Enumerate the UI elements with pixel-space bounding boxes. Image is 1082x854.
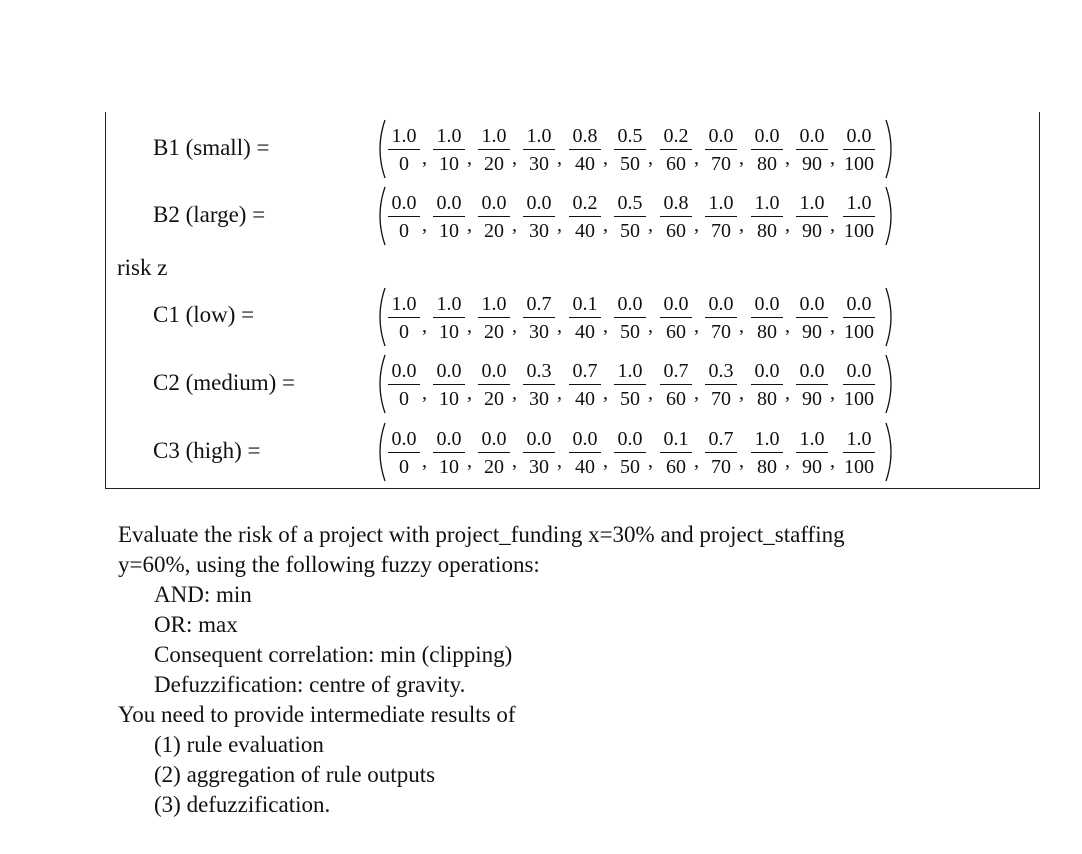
fraction-bar (614, 149, 646, 150)
fraction-bar (433, 317, 465, 318)
membership-value: 0.8 (663, 192, 689, 214)
universe-value: 10 (439, 456, 459, 478)
separator-comma: , (467, 315, 472, 337)
membership-value: 0.7 (663, 360, 689, 382)
membership-value: 0.0 (617, 428, 643, 450)
separator-comma: , (694, 450, 699, 472)
separator-comma: , (648, 382, 653, 404)
separator-comma: , (557, 382, 562, 404)
separator-comma: , (785, 147, 790, 169)
fraction-bar (796, 216, 828, 217)
fraction-bar (843, 452, 875, 453)
membership-value: 1.0 (481, 125, 507, 147)
op-or: OR: max (154, 612, 238, 637)
membership-value: 0.0 (846, 125, 872, 147)
fraction-bar (478, 149, 510, 150)
membership-value: 1.0 (526, 125, 552, 147)
fuzzy-set-label: B2 (large) = (153, 202, 266, 227)
op-defuzzification: Defuzzification: centre of gravity. (154, 672, 466, 697)
universe-value: 30 (529, 220, 549, 242)
fraction-bar (796, 149, 828, 150)
separator-comma: , (603, 147, 608, 169)
membership-value: 0.0 (481, 360, 507, 382)
membership-value: 0.0 (708, 125, 734, 147)
membership-value: 0.0 (846, 360, 872, 382)
fraction-bar (569, 216, 601, 217)
fraction-bar (796, 452, 828, 453)
separator-comma: , (739, 147, 744, 169)
universe-value: 80 (757, 220, 777, 242)
fuzzy-set-label: B1 (small) = (153, 135, 270, 160)
universe-value: 0 (399, 153, 409, 175)
universe-value: 60 (666, 388, 686, 410)
separator-comma: , (512, 315, 517, 337)
op-correlation: Consequent correlation: min (clipping) (154, 642, 513, 667)
fraction-bar (660, 149, 692, 150)
membership-value: 1.0 (617, 360, 643, 382)
fraction-bar (705, 452, 737, 453)
membership-value: 1.0 (436, 293, 462, 315)
separator-comma: , (422, 214, 427, 236)
separator-comma: , (739, 450, 744, 472)
universe-value: 30 (529, 388, 549, 410)
universe-value: 0 (399, 220, 409, 242)
membership-value: 1.0 (799, 192, 825, 214)
fuzzy-set-matrix (373, 421, 898, 483)
universe-value: 20 (484, 321, 504, 343)
membership-value: 1.0 (846, 428, 872, 450)
fraction-bar (660, 317, 692, 318)
universe-value: 10 (439, 321, 459, 343)
universe-value: 20 (484, 220, 504, 242)
separator-comma: , (603, 214, 608, 236)
universe-value: 60 (666, 153, 686, 175)
membership-value: 0.0 (481, 428, 507, 450)
fraction-bar (843, 149, 875, 150)
separator-comma: , (467, 214, 472, 236)
fraction-bar (388, 317, 420, 318)
right-paren (884, 286, 898, 348)
universe-value: 50 (620, 321, 640, 343)
separator-comma: , (512, 382, 517, 404)
universe-value: 50 (620, 456, 640, 478)
fraction-bar (433, 149, 465, 150)
fraction-bar (705, 384, 737, 385)
fuzzy-set-label: C1 (low) = (153, 302, 255, 327)
membership-value: 0.0 (436, 360, 462, 382)
universe-value: 20 (484, 388, 504, 410)
universe-value: 30 (529, 153, 549, 175)
step-3: (3) defuzzification. (154, 792, 331, 817)
separator-comma: , (467, 382, 472, 404)
intermediate-intro: You need to provide intermediate results of (118, 702, 516, 727)
fraction-bar (478, 452, 510, 453)
universe-value: 60 (666, 321, 686, 343)
membership-value: 0.0 (572, 428, 598, 450)
membership-value: 0.1 (572, 293, 598, 315)
universe-value: 70 (711, 388, 731, 410)
universe-value: 40 (575, 456, 595, 478)
separator-comma: , (694, 382, 699, 404)
separator-comma: , (557, 450, 562, 472)
membership-value: 0.0 (708, 293, 734, 315)
fuzzy-set-label: C3 (high) = (153, 438, 261, 463)
universe-value: 50 (620, 153, 640, 175)
universe-value: 100 (844, 220, 874, 242)
fraction-bar (388, 452, 420, 453)
membership-value: 0.0 (481, 192, 507, 214)
universe-value: 10 (439, 220, 459, 242)
membership-value: 1.0 (436, 125, 462, 147)
membership-value: 1.0 (754, 192, 780, 214)
right-paren (884, 118, 898, 180)
fraction-bar (523, 216, 555, 217)
universe-value: 60 (666, 456, 686, 478)
fraction-bar (523, 317, 555, 318)
universe-value: 30 (529, 456, 549, 478)
fraction-bar (751, 452, 783, 453)
separator-comma: , (830, 450, 835, 472)
separator-comma: , (557, 214, 562, 236)
separator-comma: , (557, 315, 562, 337)
separator-comma: , (422, 147, 427, 169)
universe-value: 0 (399, 321, 409, 343)
separator-comma: , (422, 315, 427, 337)
membership-value: 1.0 (799, 428, 825, 450)
op-and: AND: min (154, 582, 252, 607)
fraction-bar (388, 216, 420, 217)
separator-comma: , (694, 147, 699, 169)
risk-variable-label: risk z (117, 255, 168, 280)
universe-value: 10 (439, 388, 459, 410)
universe-value: 70 (711, 321, 731, 343)
right-paren (884, 185, 898, 247)
fraction-bar (433, 384, 465, 385)
universe-value: 100 (844, 153, 874, 175)
membership-value: 0.7 (708, 428, 734, 450)
universe-value: 70 (711, 220, 731, 242)
membership-value: 1.0 (846, 192, 872, 214)
separator-comma: , (603, 315, 608, 337)
universe-value: 90 (802, 456, 822, 478)
membership-value: 0.0 (799, 293, 825, 315)
separator-comma: , (785, 214, 790, 236)
separator-comma: , (648, 315, 653, 337)
step-1: (1) rule evaluation (154, 732, 324, 757)
membership-value: 0.1 (663, 428, 689, 450)
membership-value: 0.0 (436, 428, 462, 450)
separator-comma: , (422, 382, 427, 404)
membership-value: 1.0 (391, 293, 417, 315)
membership-value: 1.0 (754, 428, 780, 450)
separator-comma: , (694, 214, 699, 236)
fuzzy-set-matrix (373, 118, 898, 180)
fraction-bar (614, 452, 646, 453)
separator-comma: , (648, 214, 653, 236)
membership-value: 0.2 (572, 192, 598, 214)
fraction-bar (705, 216, 737, 217)
universe-value: 0 (399, 388, 409, 410)
separator-comma: , (830, 315, 835, 337)
universe-value: 10 (439, 153, 459, 175)
right-paren (884, 353, 898, 415)
universe-value: 40 (575, 321, 595, 343)
fraction-bar (614, 216, 646, 217)
separator-comma: , (739, 315, 744, 337)
separator-comma: , (557, 147, 562, 169)
separator-comma: , (830, 382, 835, 404)
fraction-bar (569, 317, 601, 318)
membership-value: 0.7 (526, 293, 552, 315)
membership-value: 0.3 (708, 360, 734, 382)
fuzzy-set-matrix (373, 353, 898, 415)
fraction-bar (660, 384, 692, 385)
membership-value: 0.0 (617, 293, 643, 315)
universe-value: 70 (711, 456, 731, 478)
question-line-1: Evaluate the risk of a project with project_funding x=30% and project_staffing (118, 522, 845, 547)
separator-comma: , (694, 315, 699, 337)
separator-comma: , (512, 214, 517, 236)
membership-value: 0.0 (526, 192, 552, 214)
fraction-bar (751, 149, 783, 150)
universe-value: 60 (666, 220, 686, 242)
membership-value: 1.0 (708, 192, 734, 214)
fraction-bar (433, 216, 465, 217)
universe-value: 0 (399, 456, 409, 478)
membership-value: 0.0 (754, 293, 780, 315)
membership-value: 0.5 (617, 125, 643, 147)
fraction-bar (660, 452, 692, 453)
membership-value: 0.0 (754, 125, 780, 147)
fraction-bar (388, 384, 420, 385)
universe-value: 70 (711, 153, 731, 175)
universe-value: 100 (844, 388, 874, 410)
universe-value: 100 (844, 456, 874, 478)
membership-value: 0.0 (391, 192, 417, 214)
membership-value: 0.0 (391, 428, 417, 450)
separator-comma: , (467, 147, 472, 169)
fraction-bar (751, 216, 783, 217)
membership-value: 0.0 (846, 293, 872, 315)
separator-comma: , (648, 450, 653, 472)
fraction-bar (569, 149, 601, 150)
universe-value: 80 (757, 388, 777, 410)
fraction-bar (523, 149, 555, 150)
universe-value: 50 (620, 388, 640, 410)
universe-value: 100 (844, 321, 874, 343)
membership-value: 0.3 (526, 360, 552, 382)
fraction-bar (614, 317, 646, 318)
universe-value: 40 (575, 220, 595, 242)
membership-value: 0.0 (436, 192, 462, 214)
separator-comma: , (603, 382, 608, 404)
fraction-bar (614, 384, 646, 385)
fraction-bar (569, 384, 601, 385)
universe-value: 80 (757, 153, 777, 175)
fraction-bar (843, 384, 875, 385)
membership-value: 0.0 (754, 360, 780, 382)
separator-comma: , (467, 450, 472, 472)
universe-value: 50 (620, 220, 640, 242)
universe-value: 20 (484, 456, 504, 478)
universe-value: 90 (802, 388, 822, 410)
fraction-bar (705, 317, 737, 318)
universe-value: 40 (575, 388, 595, 410)
membership-value: 0.0 (799, 360, 825, 382)
membership-value: 0.8 (572, 125, 598, 147)
fraction-bar (523, 452, 555, 453)
fraction-bar (705, 149, 737, 150)
fraction-bar (569, 452, 601, 453)
fraction-bar (660, 216, 692, 217)
separator-comma: , (739, 382, 744, 404)
universe-value: 80 (757, 456, 777, 478)
step-2: (2) aggregation of rule outputs (154, 762, 436, 787)
fraction-bar (433, 452, 465, 453)
membership-value: 0.0 (391, 360, 417, 382)
separator-comma: , (785, 315, 790, 337)
separator-comma: , (739, 214, 744, 236)
fraction-bar (751, 384, 783, 385)
separator-comma: , (512, 450, 517, 472)
membership-value: 0.0 (526, 428, 552, 450)
fraction-bar (478, 317, 510, 318)
fraction-bar (388, 149, 420, 150)
question-line-2: y=60%, using the following fuzzy operations: (118, 552, 540, 577)
separator-comma: , (830, 214, 835, 236)
separator-comma: , (422, 450, 427, 472)
membership-value: 0.0 (799, 125, 825, 147)
separator-comma: , (512, 147, 517, 169)
universe-value: 40 (575, 153, 595, 175)
universe-value: 80 (757, 321, 777, 343)
right-paren (884, 421, 898, 483)
separator-comma: , (785, 382, 790, 404)
fraction-bar (796, 384, 828, 385)
fraction-bar (478, 216, 510, 217)
separator-comma: , (648, 147, 653, 169)
membership-value: 0.5 (617, 192, 643, 214)
fraction-bar (843, 317, 875, 318)
separator-comma: , (830, 147, 835, 169)
universe-value: 20 (484, 153, 504, 175)
universe-value: 90 (802, 220, 822, 242)
fraction-bar (751, 317, 783, 318)
membership-value: 0.2 (663, 125, 689, 147)
fuzzy-set-label: C2 (medium) = (153, 370, 296, 395)
membership-value: 0.7 (572, 360, 598, 382)
membership-value: 0.0 (663, 293, 689, 315)
separator-comma: , (603, 450, 608, 472)
fuzzy-set-matrix (373, 185, 898, 247)
separator-comma: , (785, 450, 790, 472)
fuzzy-set-matrix (373, 286, 898, 348)
universe-value: 30 (529, 321, 549, 343)
universe-value: 90 (802, 153, 822, 175)
fraction-bar (843, 216, 875, 217)
fraction-bar (478, 384, 510, 385)
fraction-bar (523, 384, 555, 385)
fraction-bar (796, 317, 828, 318)
question-text (118, 520, 1018, 820)
membership-value: 1.0 (391, 125, 417, 147)
universe-value: 90 (802, 321, 822, 343)
membership-value: 1.0 (481, 293, 507, 315)
